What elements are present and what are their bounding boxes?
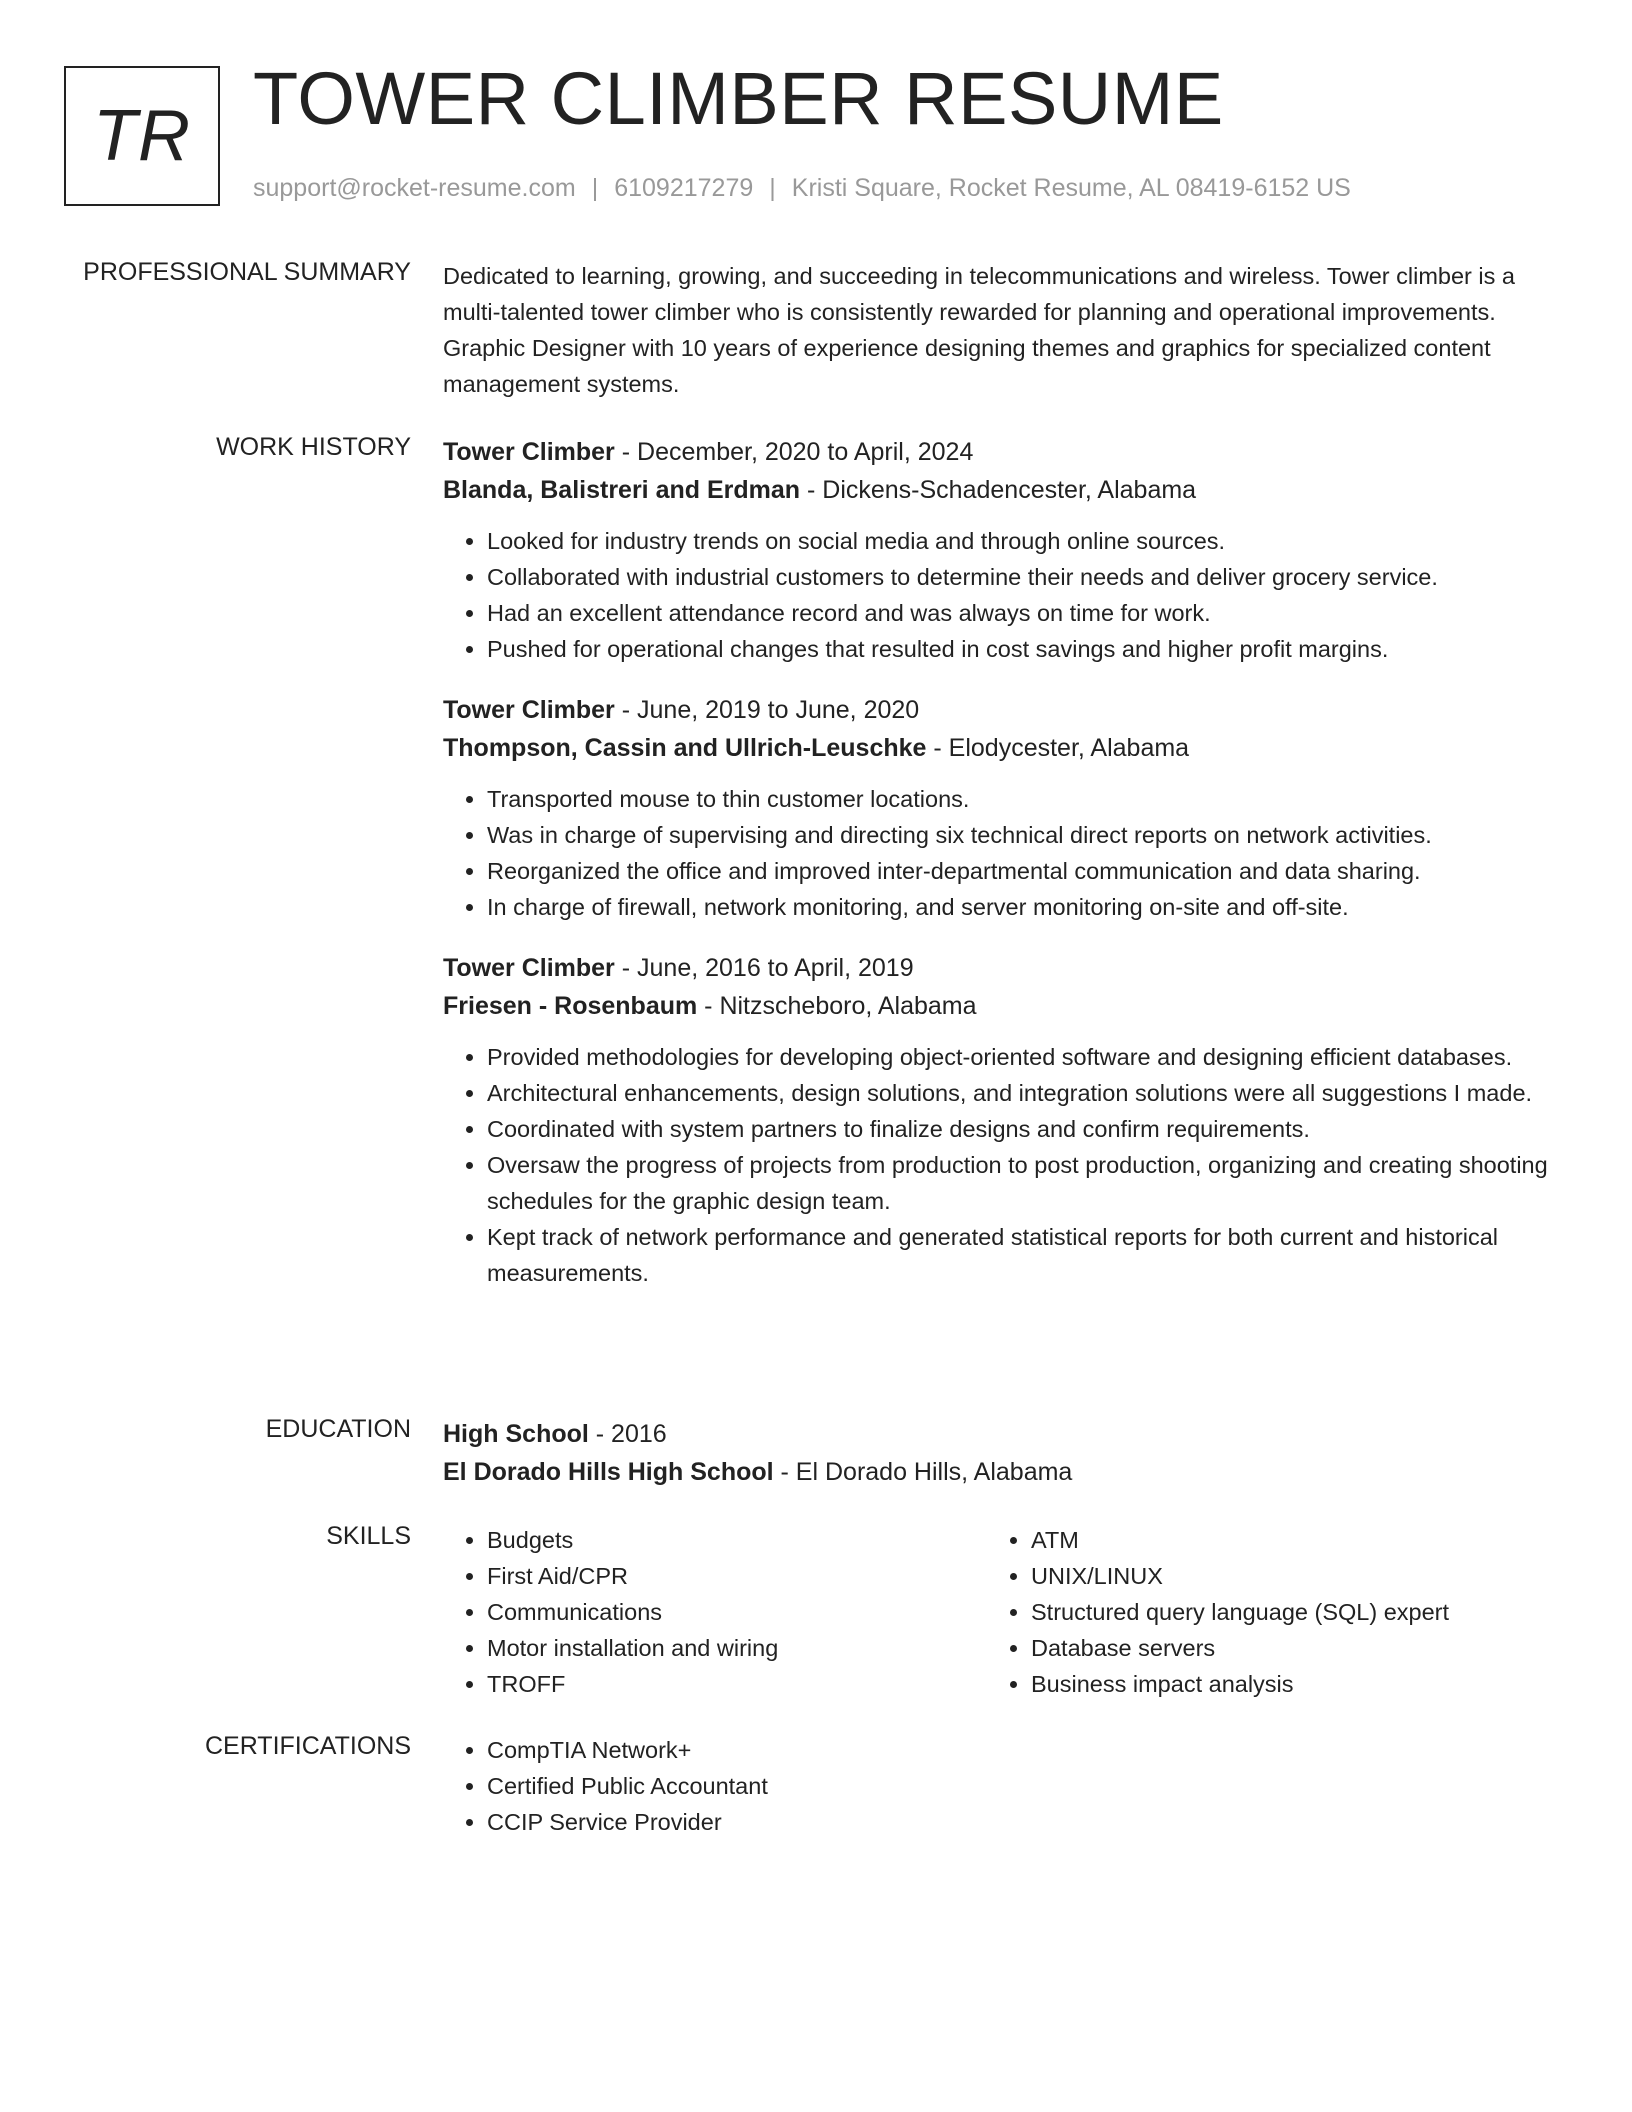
job-company: Blanda, Balistreri and Erdman [443,476,801,504]
certification-item: • Certified Public Accountant [487,1768,1553,1804]
job-bullet: • Reorganized the office and improved inter-departmental communication and data sharing. [487,853,1553,889]
skill-item: • TROFF [487,1666,987,1702]
skills-column-2 [987,1522,1551,1702]
job-bullet: • In charge of firewall, network monitoring, and server monitoring on-site and off-site. [487,889,1553,925]
contact-phone[interactable]: 6109217279 [614,174,754,202]
job-title: Tower Climber [443,438,615,466]
certifications-list [443,1732,1553,1840]
job-location: - Elodycester, Alabama [926,734,1190,762]
skill-item: • ATM [1031,1522,1551,1558]
skill-item: • Motor installation and wiring [487,1630,987,1666]
job-bullet: • Oversaw the progress of projects from production to post production, organizing and creating shooting schedules for the graphic design team. [487,1147,1553,1219]
job-title-line [443,433,1553,471]
certification-item: • CompTIA Network+ [487,1732,1553,1768]
skill-item: • Communications [487,1594,987,1630]
job-company-line [443,987,1553,1025]
job-title: Tower Climber [443,954,615,982]
job-dates: - December, 2020 to April, 2024 [614,438,974,466]
section-label-skills: SKILLS [326,1522,411,1550]
job-company: Friesen - Rosenbaum [443,992,698,1020]
education-location: - El Dorado Hills, Alabama [773,1458,1073,1486]
contact-separator: | [769,174,776,202]
job-bullet: • Provided methodologies for developing object-oriented software and designing efficient databases. [487,1039,1553,1075]
section-label-certifications: CERTIFICATIONS [204,1732,411,1760]
education-school-line [443,1453,1553,1491]
job-bullet: • Had an excellent attendance record and was always on time for work. [487,595,1553,631]
education-year: - 2016 [588,1420,667,1448]
job-entry [443,949,1553,1291]
job-dates: - June, 2016 to April, 2019 [614,954,914,982]
contact-email[interactable]: support@rocket-resume.com [253,174,576,202]
job-company: Thompson, Cassin and Ullrich-Leuschke [443,734,927,762]
job-title-line [443,949,1553,987]
job-bullet: • Coordinated with system partners to finalize designs and confirm requirements. [487,1111,1553,1147]
skills-column-1 [443,1522,987,1702]
job-bullet: • Architectural enhancements, design solutions, and integration solutions were all suggestions I made. [487,1075,1553,1111]
skill-item: • Budgets [487,1522,987,1558]
job-entry [443,433,1553,667]
education-degree-line [443,1415,1553,1453]
job-bullet: • Was in charge of supervising and directing six technical direct reports on network activities. [487,817,1553,853]
job-location: - Dickens-Schadencester, Alabama [800,476,1197,504]
skill-item: • Database servers [1031,1630,1551,1666]
job-company-line [443,729,1553,767]
job-bullet: • Transported mouse to thin customer locations. [487,781,1553,817]
job-location: - Nitzscheboro, Alabama [697,992,977,1020]
section-label-work: WORK HISTORY [216,433,411,461]
contact-address: Kristi Square, Rocket Resume, AL 08419-6152 US [791,174,1351,202]
education-degree: High School [443,1420,589,1448]
job-title-line [443,691,1553,729]
skill-item: • Structured query language (SQL) expert [1031,1594,1551,1630]
section-label-education: EDUCATION [265,1415,411,1443]
skill-item: • UNIX/LINUX [1031,1558,1551,1594]
contact-line [253,174,1351,203]
section-label-summary: PROFESSIONAL SUMMARY [83,258,411,286]
education-school: El Dorado Hills High School [443,1458,774,1486]
job-company-line [443,471,1553,509]
monogram-initials: TR [93,96,191,176]
job-bullets [443,781,1553,925]
job-bullet: • Looked for industry trends on social media and through online sources. [487,523,1553,559]
job-bullet: • Pushed for operational changes that resulted in cost savings and higher profit margins. [487,631,1553,667]
job-bullet: • Collaborated with industrial customers to determine their needs and deliver grocery service. [487,559,1553,595]
monogram-box [64,66,220,206]
job-dates: - June, 2019 to June, 2020 [614,696,920,724]
job-bullets [443,1039,1553,1291]
skill-item: • Business impact analysis [1031,1666,1551,1702]
contact-separator: | [591,174,599,202]
skill-item: • First Aid/CPR [487,1558,987,1594]
resume-title: TOWER CLIMBER RESUME [253,57,1224,140]
certification-item: • CCIP Service Provider [487,1804,1553,1840]
job-entry [443,691,1553,925]
job-title: Tower Climber [443,696,615,724]
job-bullet: • Kept track of network performance and generated statistical reports for both current and historical measurements. [487,1219,1553,1291]
job-bullets [443,523,1553,667]
summary-text: Dedicated to learning, growing, and succeeding in telecommunications and wireless. Tower climber is a multi-talented tower climber who is consistently rewarded for planning and operational improvements. Graphic Designer with 10 years of experience designing themes and graphics for specialized content management systems. [443,263,1515,397]
